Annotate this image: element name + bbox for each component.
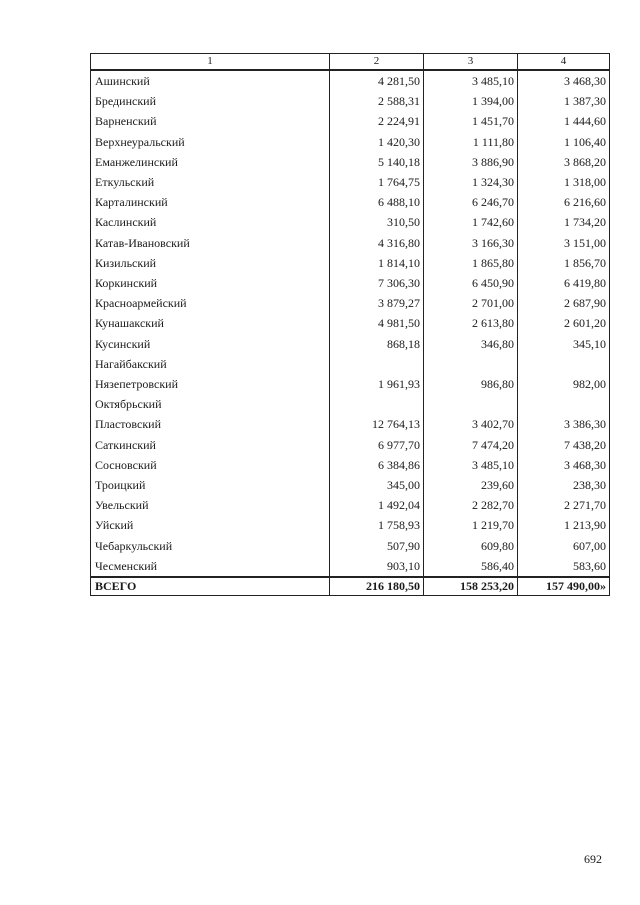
- value-cell-col3: 3 886,90: [424, 152, 518, 172]
- table-row: [91, 152, 610, 172]
- value-cell-col2: 5 140,18: [330, 152, 424, 172]
- value-cell-col2: [330, 354, 424, 374]
- value-cell-col4: [518, 354, 610, 374]
- value-cell-col2: 6 384,86: [330, 455, 424, 475]
- value-cell-col3: 1 451,70: [424, 111, 518, 131]
- total-value-col3: 158 253,20: [424, 577, 518, 596]
- value-cell-col3: 6 450,90: [424, 273, 518, 293]
- value-cell-col4: [518, 394, 610, 414]
- district-name-cell: Сосновский: [91, 455, 330, 475]
- value-cell-col4: 3 151,00: [518, 233, 610, 253]
- table-row: [91, 536, 610, 556]
- column-header-4: 4: [518, 54, 610, 71]
- value-cell-col2: 1 492,04: [330, 495, 424, 515]
- total-label: ВСЕГО: [91, 577, 330, 596]
- district-name-cell: Ашинский: [91, 70, 330, 91]
- table-row: [91, 212, 610, 232]
- value-cell-col3: 1 219,70: [424, 515, 518, 535]
- district-name-cell: Кусинский: [91, 334, 330, 354]
- table-row: [91, 70, 610, 91]
- table-row: [91, 111, 610, 131]
- value-cell-col2: [330, 394, 424, 414]
- value-cell-col4: 345,10: [518, 334, 610, 354]
- district-name-cell: Еманжелинский: [91, 152, 330, 172]
- value-cell-col2: 6 488,10: [330, 192, 424, 212]
- district-name-cell: Пластовский: [91, 414, 330, 434]
- value-cell-col3: 3 402,70: [424, 414, 518, 434]
- value-cell-col3: 3 485,10: [424, 455, 518, 475]
- table-row: [91, 475, 610, 495]
- value-cell-col4: 2 687,90: [518, 293, 610, 313]
- total-row: [91, 577, 610, 596]
- district-name-cell: Красноармейский: [91, 293, 330, 313]
- value-cell-col2: 2 224,91: [330, 111, 424, 131]
- value-cell-col4: 583,60: [518, 556, 610, 577]
- value-cell-col4: 6 216,60: [518, 192, 610, 212]
- table-row: [91, 313, 610, 333]
- district-name-cell: Кизильский: [91, 253, 330, 273]
- value-cell-col4: 2 271,70: [518, 495, 610, 515]
- table-row: [91, 354, 610, 374]
- table-row: [91, 91, 610, 111]
- value-cell-col4: 3 468,30: [518, 455, 610, 475]
- district-name-cell: Чебаркульский: [91, 536, 330, 556]
- value-cell-col3: 609,80: [424, 536, 518, 556]
- data-table: [90, 53, 610, 596]
- value-cell-col3: [424, 354, 518, 374]
- total-value-col2: 216 180,50: [330, 577, 424, 596]
- table-row: [91, 515, 610, 535]
- value-cell-col2: 868,18: [330, 334, 424, 354]
- table-row: [91, 293, 610, 313]
- value-cell-col3: 3 485,10: [424, 70, 518, 91]
- district-name-cell: Кунашакский: [91, 313, 330, 333]
- district-name-cell: Варненский: [91, 111, 330, 131]
- value-cell-col2: 1 420,30: [330, 132, 424, 152]
- value-cell-col3: 1 394,00: [424, 91, 518, 111]
- table-row: [91, 233, 610, 253]
- page-number: 692: [584, 852, 602, 866]
- district-name-cell: Коркинский: [91, 273, 330, 293]
- total-value-col4: 157 490,00»: [518, 577, 610, 596]
- table-row: [91, 253, 610, 273]
- value-cell-col4: 2 601,20: [518, 313, 610, 333]
- table-row: [91, 273, 610, 293]
- district-name-cell: Нязепетровский: [91, 374, 330, 394]
- district-name-cell: Троицкий: [91, 475, 330, 495]
- value-cell-col2: 6 977,70: [330, 435, 424, 455]
- value-cell-col3: 1 111,80: [424, 132, 518, 152]
- table-row: [91, 334, 610, 354]
- table-row: [91, 172, 610, 192]
- district-name-cell: Каслинский: [91, 212, 330, 232]
- value-cell-col3: 239,60: [424, 475, 518, 495]
- value-cell-col2: 4 981,50: [330, 313, 424, 333]
- value-cell-col2: 345,00: [330, 475, 424, 495]
- value-cell-col4: 982,00: [518, 374, 610, 394]
- table-row: [91, 192, 610, 212]
- value-cell-col3: 2 701,00: [424, 293, 518, 313]
- table-row: [91, 414, 610, 434]
- table-row: [91, 394, 610, 414]
- value-cell-col4: 1 213,90: [518, 515, 610, 535]
- table-row: [91, 374, 610, 394]
- value-cell-col4: 3 386,30: [518, 414, 610, 434]
- value-cell-col2: 1 764,75: [330, 172, 424, 192]
- table-header-row: [91, 54, 610, 71]
- table-row: [91, 495, 610, 515]
- value-cell-col3: 1 865,80: [424, 253, 518, 273]
- value-cell-col4: 1 106,40: [518, 132, 610, 152]
- value-cell-col4: 3 468,30: [518, 70, 610, 91]
- value-cell-col4: 6 419,80: [518, 273, 610, 293]
- district-name-cell: Чесменский: [91, 556, 330, 577]
- value-cell-col4: 1 856,70: [518, 253, 610, 273]
- value-cell-col3: 1 324,30: [424, 172, 518, 192]
- value-cell-col2: 310,50: [330, 212, 424, 232]
- district-name-cell: Нагайбакский: [91, 354, 330, 374]
- value-cell-col4: 3 868,20: [518, 152, 610, 172]
- column-header-1: 1: [91, 54, 330, 71]
- column-header-2: 2: [330, 54, 424, 71]
- value-cell-col3: 6 246,70: [424, 192, 518, 212]
- value-cell-col2: 3 879,27: [330, 293, 424, 313]
- value-cell-col3: 2 613,80: [424, 313, 518, 333]
- value-cell-col2: 7 306,30: [330, 273, 424, 293]
- district-name-cell: Октябрьский: [91, 394, 330, 414]
- value-cell-col3: [424, 394, 518, 414]
- value-cell-col2: 1 961,93: [330, 374, 424, 394]
- value-cell-col2: 4 316,80: [330, 233, 424, 253]
- district-name-cell: Катав-Ивановский: [91, 233, 330, 253]
- district-name-cell: Саткинский: [91, 435, 330, 455]
- value-cell-col4: 1 444,60: [518, 111, 610, 131]
- value-cell-col4: 238,30: [518, 475, 610, 495]
- value-cell-col3: 3 166,30: [424, 233, 518, 253]
- table-row: [91, 556, 610, 577]
- value-cell-col4: 607,00: [518, 536, 610, 556]
- table-row: [91, 435, 610, 455]
- value-cell-col3: 586,40: [424, 556, 518, 577]
- district-name-cell: Уйский: [91, 515, 330, 535]
- table-row: [91, 455, 610, 475]
- table-row: [91, 132, 610, 152]
- value-cell-col3: 346,80: [424, 334, 518, 354]
- value-cell-col2: 2 588,31: [330, 91, 424, 111]
- value-cell-col2: 4 281,50: [330, 70, 424, 91]
- value-cell-col4: 1 318,00: [518, 172, 610, 192]
- district-name-cell: Верхнеуральский: [91, 132, 330, 152]
- value-cell-col3: 1 742,60: [424, 212, 518, 232]
- district-name-cell: Еткульский: [91, 172, 330, 192]
- value-cell-col2: 1 814,10: [330, 253, 424, 273]
- column-header-3: 3: [424, 54, 518, 71]
- value-cell-col2: 1 758,93: [330, 515, 424, 535]
- value-cell-col4: 7 438,20: [518, 435, 610, 455]
- district-name-cell: Брединский: [91, 91, 330, 111]
- value-cell-col4: 1 387,30: [518, 91, 610, 111]
- district-name-cell: Увельский: [91, 495, 330, 515]
- value-cell-col2: 507,90: [330, 536, 424, 556]
- value-cell-col4: 1 734,20: [518, 212, 610, 232]
- value-cell-col3: 7 474,20: [424, 435, 518, 455]
- value-cell-col2: 903,10: [330, 556, 424, 577]
- district-name-cell: Карталинский: [91, 192, 330, 212]
- value-cell-col3: 986,80: [424, 374, 518, 394]
- value-cell-col3: 2 282,70: [424, 495, 518, 515]
- value-cell-col2: 12 764,13: [330, 414, 424, 434]
